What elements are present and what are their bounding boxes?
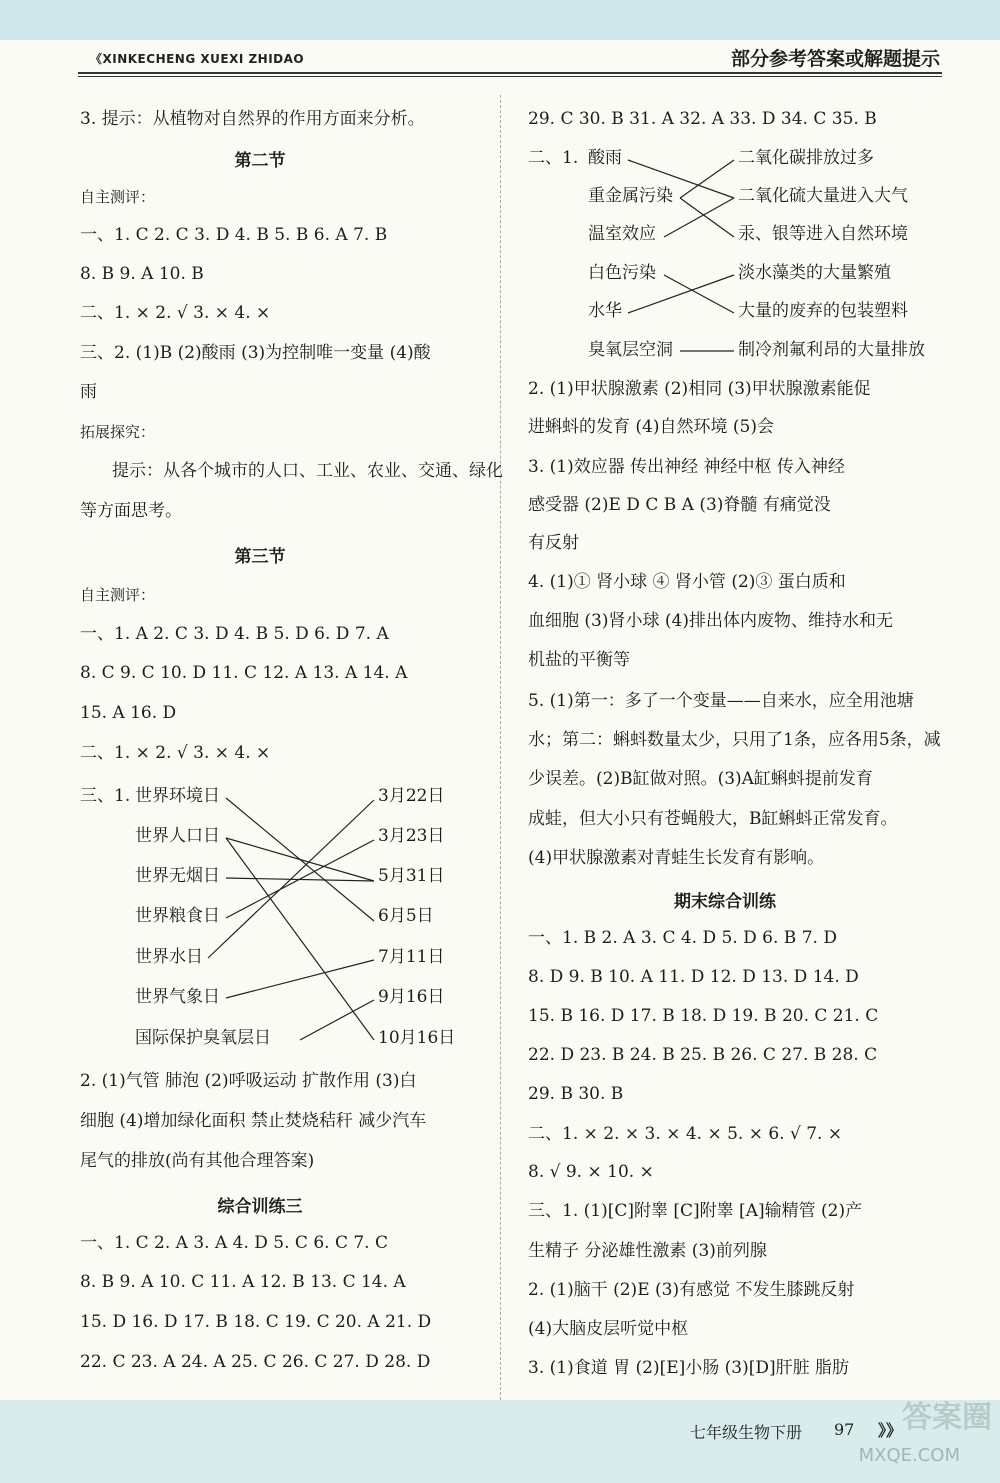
text-line: 血细胞 (3)肾小球 (4)排出体内废物、维持水和无 [528,611,893,631]
column-divider [500,95,501,1405]
match-left-item: 世界水日 [135,947,203,967]
text-line: 3. 提示：从植物对自然界的作用方面来分析。 [80,109,425,129]
text-line: (4)大脑皮层听觉中枢 [528,1319,689,1339]
match-right-item: 10月16日 [378,1028,456,1048]
match-line [226,878,374,881]
header-rule [78,72,942,74]
match-left-item: 水华 [588,301,622,321]
text-line: 8. B 9. A 10. C 11. A 12. B 13. C 14. A [80,1272,406,1292]
watermark-logo: 答案圈 [902,1400,992,1435]
match-left-item: 世界人口日 [135,826,220,846]
top-decorative-band [0,0,1000,40]
bottom-decorative-band [0,1400,1000,1483]
match-left-item: 世界环境日 [135,786,220,806]
match-right-item: 二氧化硫大量进入大气 [738,186,908,206]
text-line: 一、1. C 2. C 3. D 4. B 5. B 6. A 7. B [80,225,388,245]
text-line: 二、1. × 2. × 3. × 4. × 5. × 6. √ 7. × [528,1124,843,1144]
header-series-title: 《XINKECHENG XUEXI ZHIDAO [90,52,305,66]
match-left-item: 重金属污染 [588,186,673,206]
match-line [226,838,374,1040]
match-line [680,198,734,237]
match-left-item: 国际保护臭氧层日 [135,1028,271,1048]
match-right-item: 3月22日 [378,786,445,806]
text-line: 二、1. × 2. √ 3. × 4. × [80,743,271,763]
text-line: 三、2. (1)B (2)酸雨 (3)为控制唯一变量 (4)酸 [80,343,431,363]
text-line: 8. C 9. C 10. D 11. C 12. A 13. A 14. A [80,663,408,683]
text-line: 15. D 16. D 17. B 18. C 19. C 20. A 21. D [80,1312,432,1332]
text-line: 雨 [80,382,97,402]
match-left-item: 温室效应 [588,224,656,244]
text-line: 感受器 (2)E D C B A (3)脊髓 有痛觉没 [528,495,831,515]
text-line: 尾气的排放(尚有其他合理答案) [80,1151,315,1171]
subsection-label: 拓展探究： [80,423,156,441]
match-left-item: 世界无烟日 [135,866,220,886]
match-right-item: 7月11日 [378,947,445,967]
match-left-item: 酸雨 [588,148,622,168]
text-line: 三、1. (1)[C]附睾 [C]附睾 [A]输精管 (2)产 [528,1201,863,1221]
next-arrows-icon: 》》 [878,1421,903,1440]
text-line: 进蝌蚪的发育 (4)自然环境 (5)会 [528,417,774,437]
match-prefix: 三、1. [80,786,131,806]
footer-book-title: 七年级生物下册 [690,1423,803,1442]
text-line: 8. √ 9. × 10. × [528,1162,654,1182]
match-right-item: 9月16日 [378,987,445,1007]
section-heading: 综合训练三 [217,1197,303,1217]
match-line [226,840,374,918]
match-left-item: 白色污染 [588,263,656,283]
match-left-item: 世界粮食日 [135,906,220,926]
text-line: 22. D 23. B 24. B 25. B 26. C 27. B 28. C [528,1045,878,1065]
text-line: 少误差。(2)B缸做对照。(3)A缸蝌蚪提前发育 [528,769,873,789]
match-line [664,198,734,237]
match-line [208,800,374,958]
text-line: 有反射 [528,533,579,553]
text-line: 成蛙，但大小只有苍蝇般大，B缸蝌蚪正常发育。 [528,809,898,829]
text-line: 二、1. × 2. √ 3. × 4. × [80,303,271,323]
text-line: 细胞 (4)增加绿化面积 禁止焚烧秸秆 减少汽车 [80,1111,427,1131]
match-right-item: 5月31日 [378,866,445,886]
subsection-label: 自主测评： [80,188,156,206]
watermark-url: MXQE.COM [858,1445,960,1466]
text-line: 一、1. C 2. A 3. A 4. D 5. C 6. C 7. C [80,1233,389,1253]
text-line: 8. B 9. A 10. B [80,264,204,284]
match-right-item: 3月23日 [378,826,445,846]
match-right-item: 大量的废弃的包装塑料 [738,301,908,321]
match-right-item: 淡水藻类的大量繁殖 [738,263,891,283]
text-line: 15. A 16. D [80,703,177,723]
text-line: 生精子 分泌雄性激素 (3)前列腺 [528,1241,767,1261]
match-right-item: 制冷剂氟利昂的大量排放 [738,340,925,360]
text-line: 5. (1)第一：多了一个变量——自来水，应全用池塘 [528,691,914,711]
text-line: 29. B 30. B [528,1084,624,1104]
header-section-title: 部分参考答案或解题提示 [730,48,940,70]
page-number: 97 [834,1420,855,1439]
text-line: 8. D 9. B 10. A 11. D 12. D 13. D 14. D [528,967,859,987]
text-line: 29. C 30. B 31. A 32. A 33. D 34. C 35. B [528,109,877,129]
text-line: 22. C 23. A 24. A 25. C 26. C 27. D 28. D [80,1352,431,1372]
header-rule-thin [78,76,942,77]
section-heading: 期末综合训练 [674,892,776,912]
section-heading: 第三节 [234,547,286,567]
match-prefix: 二、1. [528,148,579,168]
match-line [226,798,374,921]
match-line [680,160,734,198]
match-right-item: 6月5日 [378,906,434,926]
match-line [226,838,374,881]
section-heading: 第二节 [234,151,286,171]
text-line: 2. (1)甲状腺激素 (2)相同 (3)甲状腺激素能促 [528,379,871,399]
text-line: 提示：从各个城市的人口、工业、农业、交通、绿化 [112,461,503,481]
subsection-label: 自主测评： [80,586,156,604]
match-line [300,1000,374,1040]
text-line: 2. (1)脑干 (2)E (3)有感觉 不发生膝跳反射 [528,1280,855,1300]
text-line: 等方面思考。 [80,501,182,521]
match-right-item: 二氧化碳排放过多 [738,148,874,168]
text-line: (4)甲状腺激素对青蛙生长发育有影响。 [528,848,825,868]
text-line: 15. B 16. D 17. B 18. D 19. B 20. C 21. C [528,1006,879,1026]
text-line: 一、1. B 2. A 3. C 4. D 5. D 6. B 7. D [528,928,837,948]
text-line: 3. (1)食道 胃 (2)[E]小肠 (3)[D]肝脏 脂肪 [528,1358,850,1378]
text-line: 2. (1)气管 肺泡 (2)呼吸运动 扩散作用 (3)白 [80,1071,417,1091]
match-right-item: 汞、银等进入自然环境 [738,224,908,244]
match-left-item: 臭氧层空洞 [588,340,673,360]
text-line: 3. (1)效应器 传出神经 神经中枢 传入神经 [528,457,845,477]
text-line: 水；第二：蝌蚪数量太少，只用了1条，应各用5条，减 [528,730,941,750]
text-line: 4. (1)① 肾小球 ④ 肾小管 (2)③ 蛋白质和 [528,572,846,592]
match-line [664,275,734,313]
text-line: 机盐的平衡等 [528,650,630,670]
match-line [226,960,374,998]
match-left-item: 世界气象日 [135,987,220,1007]
text-line: 一、1. A 2. C 3. D 4. B 5. D 6. D 7. A [80,624,389,644]
